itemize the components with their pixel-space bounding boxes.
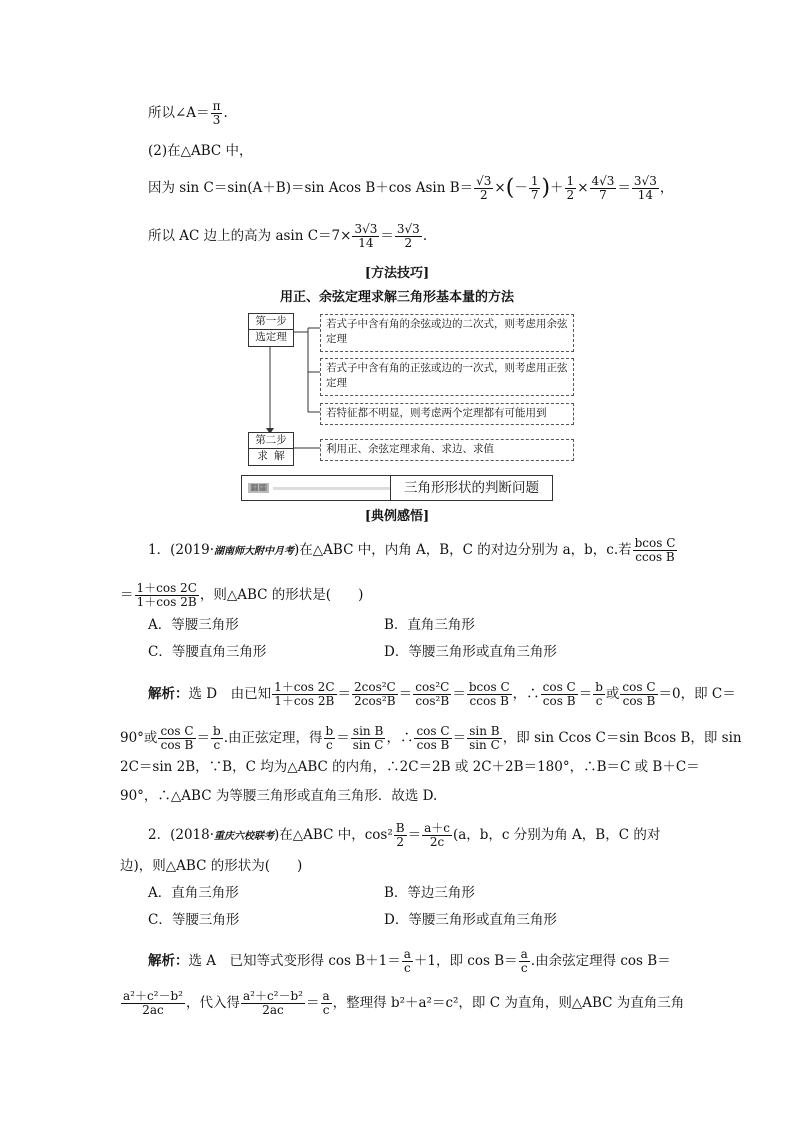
q2-solution-line1: 解析：选 A 已知等式变形得 cos B＋1＝ $\frac{a}{c}$ ＋1，即 cos B＝ $\frac{a}{c}$ .由余弦定理得 cos B＝ bbox=[148, 947, 671, 975]
q2-stem: 2．(2018·重庆六校联考)在△ABC 中，cos² $\frac{B}{2}$ ＝ $\frac{a+c}{2c}$ (a，b，c 分别为角 A，B，C 的对 bbox=[148, 821, 661, 849]
q1-source: 湖南师大附中月考 bbox=[214, 546, 295, 557]
fraction: $\frac{1+\cos 2C}{1+\cos 2B}$ bbox=[136, 581, 197, 609]
line-sin-c: 因为 sin C＝sin(A＋B)＝sin Acos B＋cos Asin B＝ $\frac{√3}{2}$ ×(－ $\frac{1}{7}$ )＋ $\frac{1}{2}$ × $\frac{4√3}{7}$ ＝ $\frac{3√3}{14}$ ， bbox=[148, 174, 674, 202]
fraction: $\frac{3√3}{14}$ bbox=[633, 174, 657, 202]
step-1-box: 第一步 选定理 bbox=[248, 313, 294, 347]
fraction: $\frac{3√3}{14}$ bbox=[354, 222, 378, 250]
fraction: $\frac{\text{cos C}}{\text{cos B}}$ bbox=[416, 724, 450, 752]
q2-source: 重庆六校联考 bbox=[214, 831, 275, 842]
fraction: $\frac{4√3}{7}$ bbox=[591, 174, 615, 202]
fraction: $\frac{\text{sin B}}{\text{sin C}}$ bbox=[469, 724, 500, 752]
fraction: $\frac{a}{c}$ bbox=[403, 947, 411, 975]
q1-stem: 1．(2019·湖南师大附中月考)在△ABC 中，内角 A，B，C 的对边分别为 a，b，c.若 $\frac{\text{bcos C}}{\text{ccos B}}$ bbox=[148, 536, 676, 564]
fraction: $\frac{\text{a²＋c²－b²}}{2ac}$ bbox=[123, 989, 183, 1017]
topic-tag: ▦▦ bbox=[242, 476, 391, 500]
q1-solution-line1: 解析：选 D 由已知 $\frac{1+\cos 2C}{1+\cos 2B}$ ＝ $\frac{\text{2cos²C}}{\text{2cos²B}}$ ＝ $\frac{\text{cos²C}}{\text{cos²B}}$ ＝ $\frac{\text{bcos C}}{\text{ccos B}}$ ，∴ $\frac{\text{cos C}}{\text{cos B}}$ ＝ $\frac{b}{c}$ 或 $\frac{\text{cos C}}{\text{cos B}}$ ＝0，即 C＝ bbox=[148, 680, 736, 708]
fraction: $\frac{1}{7}$ bbox=[530, 174, 539, 202]
frac: $\frac{\pi}{3}$ bbox=[212, 99, 221, 127]
step-2-box: 第二步 求 解 bbox=[248, 432, 294, 466]
fraction: $\frac{a}{c}$ bbox=[520, 947, 528, 975]
q1-solution-line4: 90°，∴△ABC 为等腰三角形或直角三角形．故选 D. bbox=[120, 788, 438, 804]
line-part-2: (2)在△ABC 中， bbox=[148, 143, 253, 159]
line-angle-a: 所以∠A＝ $\frac{\pi}{3}$ . bbox=[148, 99, 228, 127]
rule-cosine-box: 若式子中含有角的余弦或边的二次式，则考虑用余弦定理 bbox=[320, 314, 574, 352]
rule-sine-box: 若式子中含有角的正弦或边的一次式，则考虑用正弦定理 bbox=[320, 358, 574, 396]
fraction: $\frac{\text{bcos C}}{\text{ccos B}}$ bbox=[634, 536, 676, 564]
rule-both-box: 若特征都不明显，则考虑两个定理都有可能用到 bbox=[320, 403, 574, 425]
q1-option-c: C．等腰直角三角形 bbox=[148, 644, 267, 660]
fraction: $\frac{\text{cos²C}}{\text{cos²B}}$ bbox=[415, 680, 450, 708]
fraction: $\frac{\text{cos C}}{\text{cos B}}$ bbox=[542, 680, 576, 708]
fraction: $\frac{\text{sin B}}{\text{sin C}}$ bbox=[352, 724, 384, 752]
fraction: $\frac{b}{c}$ bbox=[213, 724, 221, 752]
fraction: $\frac{b}{c}$ bbox=[325, 724, 334, 752]
fraction: $\frac{\text{bcos C}}{\text{ccos B}}$ bbox=[468, 680, 510, 708]
q1-option-d: D．等腰三角形或直角三角形 bbox=[384, 644, 557, 660]
q1-solution-line3: 2C＝sin 2B，∵B，C 均为△ABC 的内角，∴2C＝2B 或 2C＋2B＝180°，∴B＝C 或 B＋C＝ bbox=[120, 759, 700, 775]
q2-option-c: C．等腰三角形 bbox=[148, 912, 240, 928]
q2-option-b: B．等边三角形 bbox=[384, 885, 475, 901]
fraction: $\frac{\text{cos C}}{\text{cos B}}$ bbox=[622, 680, 656, 708]
q2-stem-cont: 边)，则△ABC 的形状为( ) bbox=[120, 858, 303, 874]
q1-stem-cont: ＝ $\frac{1+\cos 2C}{1+\cos 2B}$ ，则△ABC 的形状是( ) bbox=[120, 581, 364, 609]
example-heading: [典例感悟] bbox=[364, 509, 430, 524]
fraction: $\frac{3√3}{2}$ bbox=[396, 222, 420, 250]
q1-option-a: A．等腰三角形 bbox=[148, 617, 239, 633]
topic-banner bbox=[241, 475, 553, 501]
fraction: $\frac{1+\cos 2C}{1+\cos 2B}$ bbox=[274, 680, 335, 708]
solve-box: 利用正、余弦定理求角、求边、求值 bbox=[320, 439, 574, 461]
fraction: $\frac{a+c}{2c}$ bbox=[424, 821, 450, 849]
fraction: $\frac{B}{2}$ bbox=[395, 821, 405, 849]
fraction: $\frac{\text{a²＋c²－b²}}{2ac}$ bbox=[243, 989, 303, 1017]
fraction: $\frac{\text{cos C}}{\text{cos B}}$ bbox=[160, 724, 194, 752]
q1-option-b: B．直角三角形 bbox=[384, 617, 475, 633]
fraction: $\frac{a}{c}$ bbox=[322, 989, 330, 1017]
q2-option-a: A．直角三角形 bbox=[148, 885, 239, 901]
topic-title: 三角形形状的判断问题 bbox=[404, 480, 539, 496]
fraction: $\frac{b}{c}$ bbox=[595, 680, 603, 708]
line-height: 所以 AC 边上的高为 asin C＝7× $\frac{3√3}{14}$ ＝ $\frac{3√3}{2}$ . bbox=[148, 222, 428, 250]
q2-option-d: D．等腰三角形或直角三角形 bbox=[384, 912, 557, 928]
fraction: $\frac{1}{2}$ bbox=[566, 174, 575, 202]
q1-solution-line2: 90°或 $\frac{\text{cos C}}{\text{cos B}}$ ＝ $\frac{b}{c}$ .由正弦定理，得 $\frac{b}{c}$ ＝ $\frac{\text{sin B}}{\text{sin C}}$ ，∴ $\frac{\text{cos C}}{\text{cos B}}$ ＝ $\frac{\text{sin B}}{\text{sin C}}$ ，即 sin Ccos C＝sin Bcos B，即 sin bbox=[120, 724, 742, 752]
method-heading: [方法技巧] bbox=[364, 266, 430, 281]
fraction: $\frac{\text{2cos²C}}{\text{2cos²B}}$ bbox=[354, 680, 396, 708]
fraction: $\frac{√3}{2}$ bbox=[476, 174, 492, 202]
q2-solution-line2: $\frac{\text{a²＋c²－b²}}{2ac}$ ，代入得 $\frac{\text{a²＋c²－b²}}{2ac}$ ＝ $\frac{a}{c}$ ，整理得 b²＋a²＝c²，即 C 为直角，则△ABC 为直角三角 bbox=[123, 989, 685, 1017]
method-title: 用正、余弦定理求解三角形基本量的方法 bbox=[279, 290, 514, 305]
